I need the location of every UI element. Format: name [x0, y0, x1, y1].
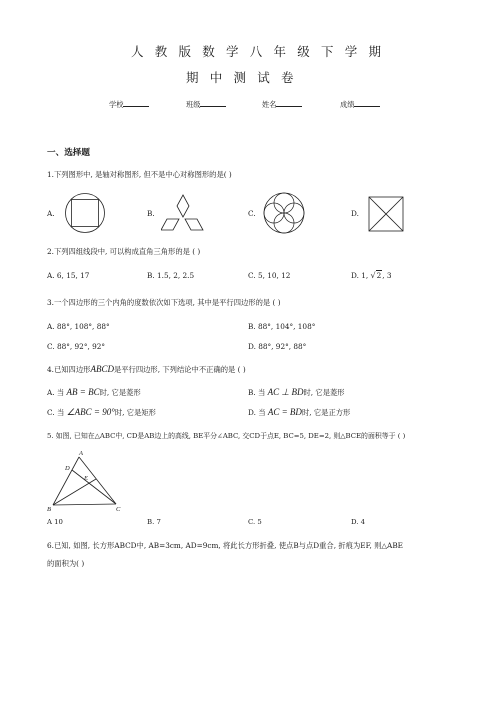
name-label: 姓名: [262, 100, 277, 109]
q4-option-a-suffix: 时, 它是菱形: [99, 388, 141, 397]
q2-option-d: [351, 271, 392, 280]
q3-option-c: C. 88°, 92°, 92°: [47, 342, 106, 351]
q2-option-c: C. 5, 10, 12: [248, 271, 291, 280]
q3-stem: 3.一个四边形的三个内角的度数依次如下选项, 其中是平行四边形的是 ( ): [47, 298, 281, 307]
class-blank[interactable]: [200, 99, 226, 107]
q5-label-a: A: [79, 450, 83, 457]
q1-figure-d: [368, 196, 404, 232]
q5-option-c: C. 5: [248, 518, 262, 526]
sqrt-symbol: √: [370, 271, 376, 280]
q1-figure-c: [262, 191, 306, 235]
q4-stem-math: ABCD: [90, 364, 114, 374]
q5-triangle-figure: [44, 449, 134, 513]
q4-option-d-math: AC = BD: [267, 407, 302, 417]
q4-stem: [47, 364, 246, 375]
q5-label-b: B: [47, 506, 51, 513]
score-blank[interactable]: [354, 99, 380, 107]
q1-option-d: D.: [351, 209, 359, 218]
name-blank[interactable]: [276, 99, 302, 107]
sqrt-radicand: 2: [376, 271, 382, 280]
q1-figure-a: [64, 192, 106, 234]
q5-label-c: C: [116, 506, 121, 513]
q5-option-a: A 10: [47, 518, 63, 526]
q2-option-d-prefix: D. 1,: [351, 271, 369, 280]
q4-option-d: [248, 407, 350, 418]
q6-line2: 的面积为( ): [47, 559, 85, 568]
q1-stem: 1.下列图形中, 是轴对称图形, 但不是中心对称图形的是( ): [47, 170, 232, 179]
q4-option-c-suffix: 时, 它是矩形: [114, 408, 156, 417]
q4-option-b-suffix: 时, 它是菱形: [303, 388, 345, 397]
q5-option-d: D. 4: [351, 518, 366, 526]
q2-option-b: B. 1.5, 2, 2.5: [147, 271, 195, 280]
q6-line1: 6.已知, 如图, 长方形ABCD中, AB=3cm, AD=9cm, 将此长方形折叠, 使点B与点D重合, 折痕为EF, 则△ABE: [47, 541, 404, 550]
school-label: 学校: [109, 100, 124, 109]
q2-option-d-suffix: , 3: [382, 271, 392, 280]
q4-option-c-prefix: C. 当: [47, 408, 65, 417]
q5-stem: 5. 如图, 已知在△ABC中, CD是AB边上的高线, BE平分∠ABC, 交CD于点E, BC=5, DE=2, 则△BCE的面积等于 ( ): [47, 432, 406, 440]
q1-option-b: B.: [147, 209, 155, 218]
q3-option-a: A. 88°, 108°, 88°: [47, 322, 110, 331]
school-blank[interactable]: [123, 99, 149, 107]
score-field: [340, 99, 380, 110]
page-subtitle: 期中测试卷: [186, 70, 305, 85]
q2-stem: 2.下列四组线段中, 可以构成直角三角形的是 ( ): [47, 247, 201, 256]
q4-option-d-suffix: 时, 它是正方形: [301, 408, 351, 417]
school-field: [109, 99, 149, 110]
q5-label-d: D: [65, 465, 70, 472]
score-label: 成绩: [340, 100, 355, 109]
q4-option-c: [47, 407, 156, 418]
page-title: 人教版数学八年级下学期: [131, 44, 393, 59]
q5-option-b: B. 7: [147, 518, 161, 526]
q3-option-d: D. 88°, 92°, 88°: [248, 342, 307, 351]
name-field: [262, 99, 302, 110]
section-title: 一、选择题: [47, 148, 90, 158]
q1-figure-b: [161, 193, 205, 233]
q4-option-b-math: AC ⊥ BD: [267, 387, 304, 397]
q5-label-e: E: [84, 475, 88, 482]
q4-option-a: [47, 387, 141, 398]
q1-option-c: C.: [248, 209, 256, 218]
class-label: 班级: [186, 100, 201, 109]
q4-stem-suffix: 是平行四边形, 下列结论中不正确的是 ( ): [113, 365, 246, 374]
q4-option-a-math: AB = BC: [66, 387, 100, 397]
q4-stem-prefix: 4.已知四边形: [47, 365, 91, 374]
q1-option-a: A.: [47, 209, 55, 218]
q4-option-d-prefix: D. 当: [248, 408, 266, 417]
q4-option-b-prefix: B. 当: [248, 388, 266, 397]
q4-option-a-prefix: A. 当: [47, 388, 65, 397]
q4-option-b: [248, 387, 345, 398]
q2-option-a: A. 6, 15, 17: [47, 271, 90, 280]
class-field: [186, 99, 226, 110]
q4-option-c-math: ∠ABC = 90°: [66, 407, 115, 417]
q3-option-b: B. 88°, 104°, 108°: [248, 322, 316, 331]
